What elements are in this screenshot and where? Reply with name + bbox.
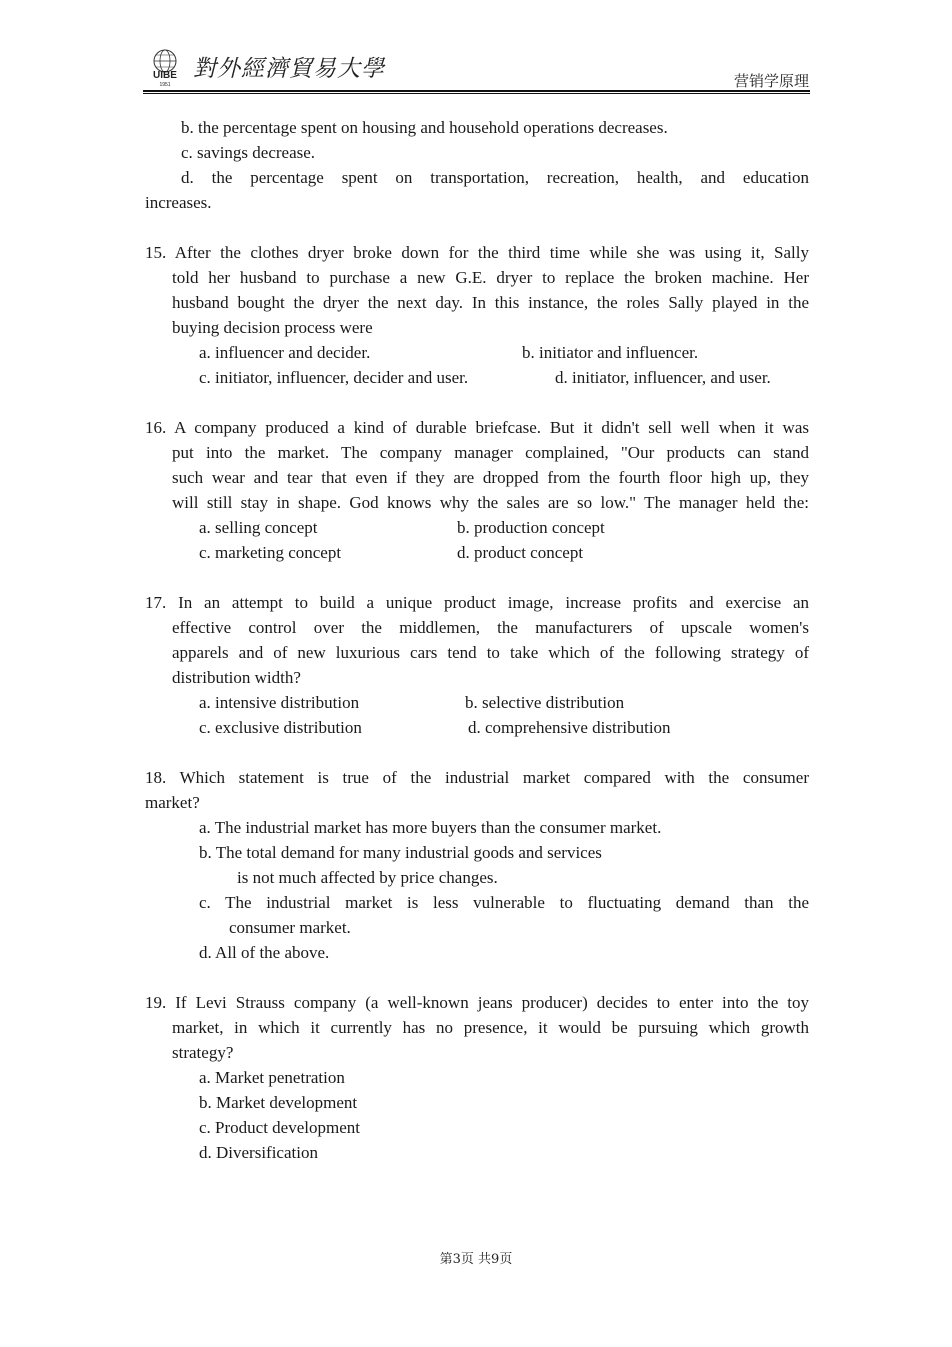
q16-option-c: c. marketing concept bbox=[199, 543, 342, 562]
q17-stem-line4: distribution width? bbox=[172, 668, 301, 687]
q16-stem-line1: 16. A company produced a kind of durable briefcase. But it didn't sell well when it was bbox=[145, 418, 809, 437]
q17-stem-line2: effective control over the middlemen, the manufacturers of upscale women's bbox=[172, 618, 809, 637]
q14-option-d-line1: d. the percentage spent on transportation, recreation, health, and education bbox=[181, 168, 809, 187]
q19-stem-line1: 19. If Levi Strauss company (a well-known jeans producer) decides to enter into the toy bbox=[145, 993, 809, 1012]
q16-stem-line2: put into the market. The company manager complained, "Our products can stand bbox=[172, 443, 809, 462]
q18-option-a: a. The industrial market has more buyers than the consumer market. bbox=[199, 818, 662, 837]
q19-stem-line3: strategy? bbox=[172, 1043, 234, 1062]
q17-option-c: c. exclusive distribution bbox=[199, 718, 362, 737]
q15-stem-line2: told her husband to purchase a new G.E. dryer to replace the broken machine. Her bbox=[172, 268, 809, 287]
q18-option-d: d. All of the above. bbox=[199, 943, 330, 962]
q18-option-b-line1: b. The total demand for many industrial goods and services bbox=[199, 843, 602, 862]
q18-stem-line1: 18. Which statement is true of the industrial market compared with the consumer bbox=[145, 768, 809, 787]
q14-option-d-line2: increases. bbox=[145, 193, 212, 212]
university-name: 對外經濟貿易大學 bbox=[193, 56, 385, 82]
q18-stem-line2: market? bbox=[145, 793, 200, 812]
page-number: 第3页 共9页 bbox=[439, 1252, 513, 1267]
q15-stem-line1: 15. After the clothes dryer broke down for the third time while she was using it, Sally bbox=[145, 243, 809, 262]
q17-option-d: d. comprehensive distribution bbox=[468, 718, 671, 737]
q15-stem-line4: buying decision process were bbox=[172, 318, 373, 337]
q15-option-a: a. influencer and decider. bbox=[199, 343, 371, 362]
q18-option-b-line2: is not much affected by price changes. bbox=[237, 868, 498, 887]
q17-option-b: b. selective distribution bbox=[465, 693, 625, 712]
q19-option-a: a. Market penetration bbox=[199, 1068, 345, 1087]
university-logo bbox=[143, 44, 187, 88]
q17-stem-line1: 17. In an attempt to build a unique product image, increase profits and exercise an bbox=[145, 593, 809, 612]
q15-stem-line3: husband bought the dryer the next day. In this instance, the roles Sally played in the bbox=[172, 293, 809, 312]
q19-option-b: b. Market development bbox=[199, 1093, 358, 1112]
q15-option-d: d. initiator, influencer, and user. bbox=[555, 368, 771, 387]
q14-option-c: c. savings decrease. bbox=[181, 143, 316, 162]
q19-option-d: d. Diversification bbox=[199, 1143, 318, 1162]
logo-text: UIBE bbox=[153, 70, 177, 81]
q19-stem-line2: market, in which it currently has no presence, it would be pursuing which growth bbox=[172, 1018, 809, 1037]
header-rule bbox=[143, 90, 810, 92]
logo-year: 1951 bbox=[159, 82, 171, 88]
q16-stem-line4: will still stay in shape. God knows why the sales are so low." The manager held the: bbox=[172, 493, 809, 512]
q19-option-c: c. Product development bbox=[199, 1118, 360, 1137]
q16-stem-line3: such wear and tear that even if they are dropped from the fourth floor high up, they bbox=[172, 468, 809, 487]
q15-option-b: b. initiator and influencer. bbox=[522, 343, 699, 362]
q17-option-a: a. intensive distribution bbox=[199, 693, 360, 712]
q18-option-c-line1: c. The industrial market is less vulnerable to fluctuating demand than the bbox=[199, 893, 809, 912]
q17-stem-line3: apparels and of new luxurious cars tend to take which of the following strategy of bbox=[172, 643, 809, 662]
q14-option-b: b. the percentage spent on housing and household operations decreases. bbox=[181, 118, 668, 137]
course-title: 营销学原理 bbox=[733, 72, 809, 90]
q18-option-c-line2: consumer market. bbox=[229, 918, 351, 937]
q16-option-d: d. product concept bbox=[457, 543, 584, 562]
page-content bbox=[145, 115, 809, 1165]
q16-option-a: a. selling concept bbox=[199, 518, 318, 537]
q15-option-c: c. initiator, influencer, decider and user. bbox=[199, 368, 469, 387]
header-rule-thin bbox=[143, 93, 810, 94]
q16-option-b: b. production concept bbox=[457, 518, 605, 537]
